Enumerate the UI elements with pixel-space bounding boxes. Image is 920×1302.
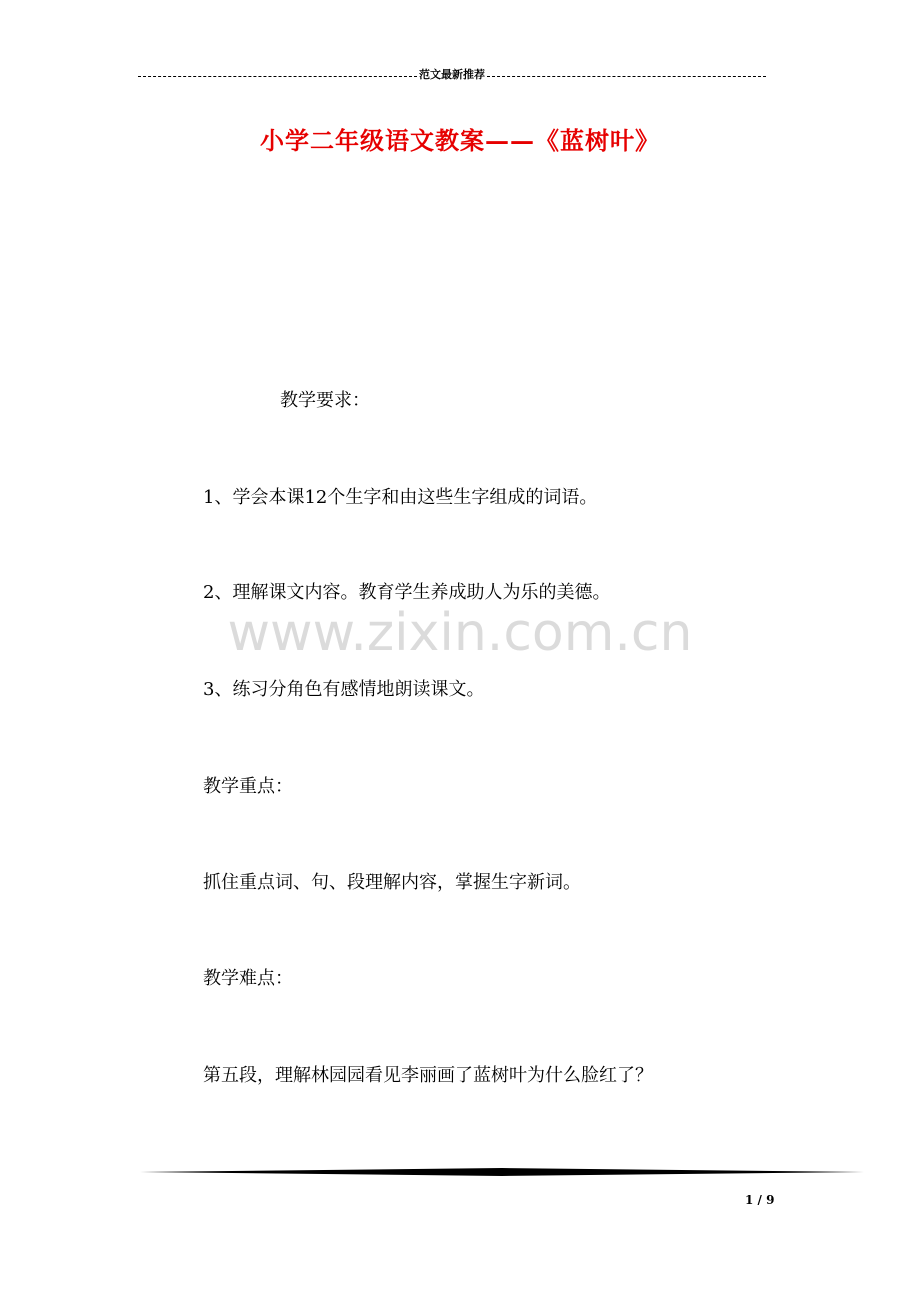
requirement-item-2: 2、理解课文内容。教育学生养成助人为乐的美德。 [203, 582, 611, 603]
watermark: www.zixin.com.cn [227, 603, 693, 663]
header-label: 范文最新推荐 [419, 68, 485, 81]
header-dash-left [138, 76, 417, 77]
requirement-item-3: 3、练习分角色有感情地朗读课文。 [203, 679, 485, 700]
difficulties-heading: 教学难点： [203, 968, 293, 989]
requirement-item-1: 1、学会本课12个生字和由这些生字组成的词语。 [203, 487, 598, 508]
header-dash-right [487, 76, 766, 77]
difficulties-text: 第五段，理解林园园看见李丽画了蓝树叶为什么脸红了？ [203, 1065, 653, 1086]
key-points-heading: 教学重点： [203, 776, 293, 797]
document-title: 小学二年级语文教案——《蓝树叶》 [260, 126, 660, 155]
header-rule [138, 68, 766, 82]
key-points-text: 抓住重点词、句、段理解内容，掌握生字新词。 [203, 872, 581, 893]
requirements-heading: 教学要求： [280, 390, 370, 411]
page-number: 1 / 9 [745, 1193, 775, 1207]
footer-divider [140, 1166, 864, 1178]
